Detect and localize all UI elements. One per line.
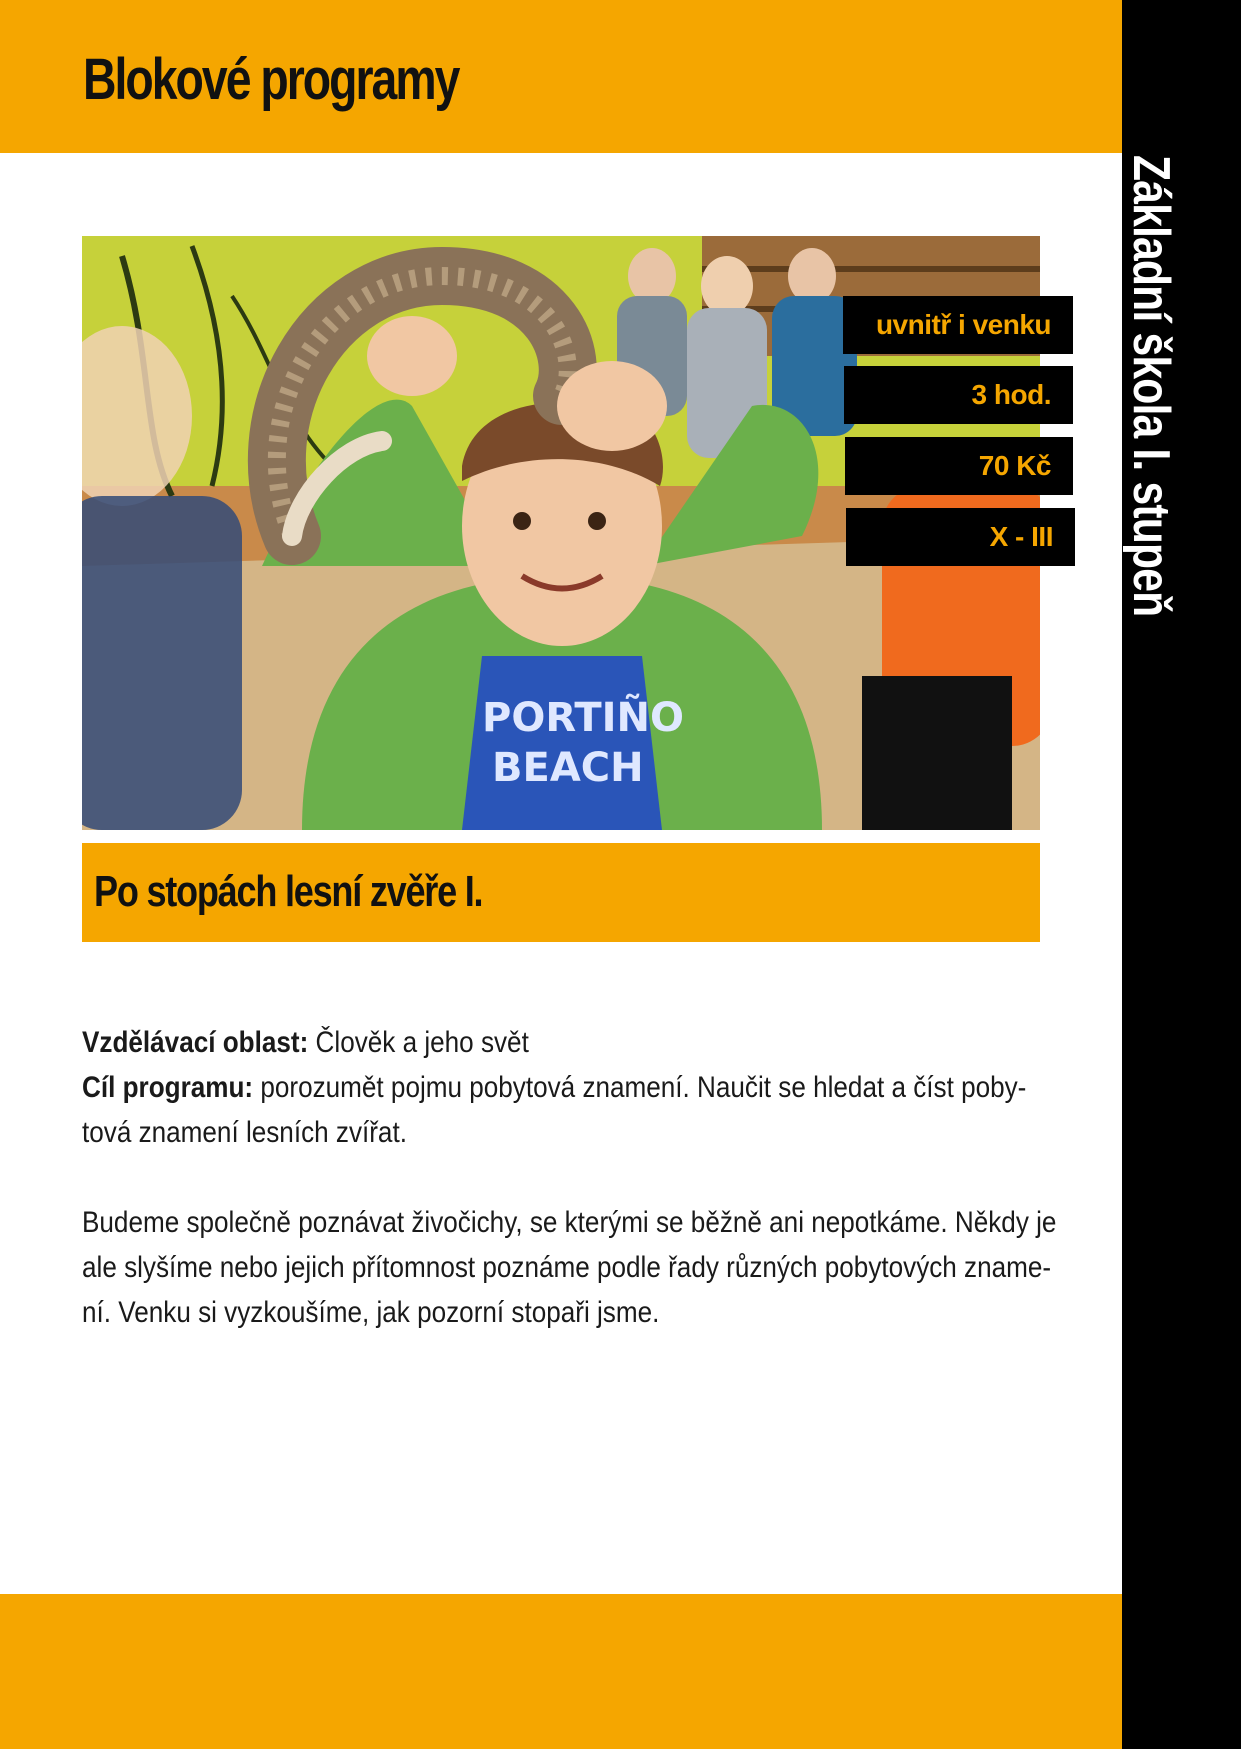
program-title: Po stopách lesní zvěře I. xyxy=(94,867,483,916)
child-eye xyxy=(588,512,606,530)
page-title: Blokové programy xyxy=(83,47,459,112)
description-line-2: ale slyšíme nebo jejich přítomnost poznáme podle řady různých pobytových zname- xyxy=(82,1251,1052,1284)
description-line-3: ní. Venku si vyzkoušíme, jak pozorní stopaři jsme. xyxy=(82,1296,660,1329)
area-label: Vzdělávací oblast: xyxy=(82,1026,309,1059)
goal-text-2: tová znamení lesních zvířat. xyxy=(82,1116,407,1149)
goal-text-1: porozumět pojmu pobytová znamení. Naučit se hledat a číst poby- xyxy=(260,1071,1027,1104)
badge-price: 70 Kč xyxy=(845,437,1073,495)
area-line xyxy=(82,1020,1039,1065)
shelf xyxy=(702,266,1040,272)
child-hand xyxy=(367,316,457,396)
description-line-1: Budeme společně poznávat živočichy, se kterými se běžně ani nepotkáme. Někdy je xyxy=(82,1206,1057,1239)
program-title-bar xyxy=(82,843,1040,942)
goal-label: Cíl programu: xyxy=(82,1071,254,1104)
child-hand xyxy=(557,361,667,451)
shirt-print: PORTIÑO xyxy=(482,695,684,741)
child-head xyxy=(701,256,753,316)
child-legs xyxy=(862,676,1012,830)
shirt-print: BEACH xyxy=(492,745,644,791)
child-eye xyxy=(513,512,531,530)
badge-duration: 3 hod. xyxy=(844,366,1073,424)
child-shirt xyxy=(462,656,662,830)
child-head xyxy=(628,248,676,304)
footer-band xyxy=(0,1594,1122,1749)
blurred-child-body xyxy=(82,496,242,830)
area-value: Člověk a jeho svět xyxy=(315,1026,529,1059)
side-category-text: Základní škola I. stupeň xyxy=(1122,155,1180,617)
badge-months: X - III xyxy=(846,508,1075,566)
goal-line xyxy=(82,1065,1039,1110)
program-description xyxy=(82,1020,1057,1335)
child-head xyxy=(788,248,836,304)
badge-location: uvnitř i venku xyxy=(843,296,1073,354)
